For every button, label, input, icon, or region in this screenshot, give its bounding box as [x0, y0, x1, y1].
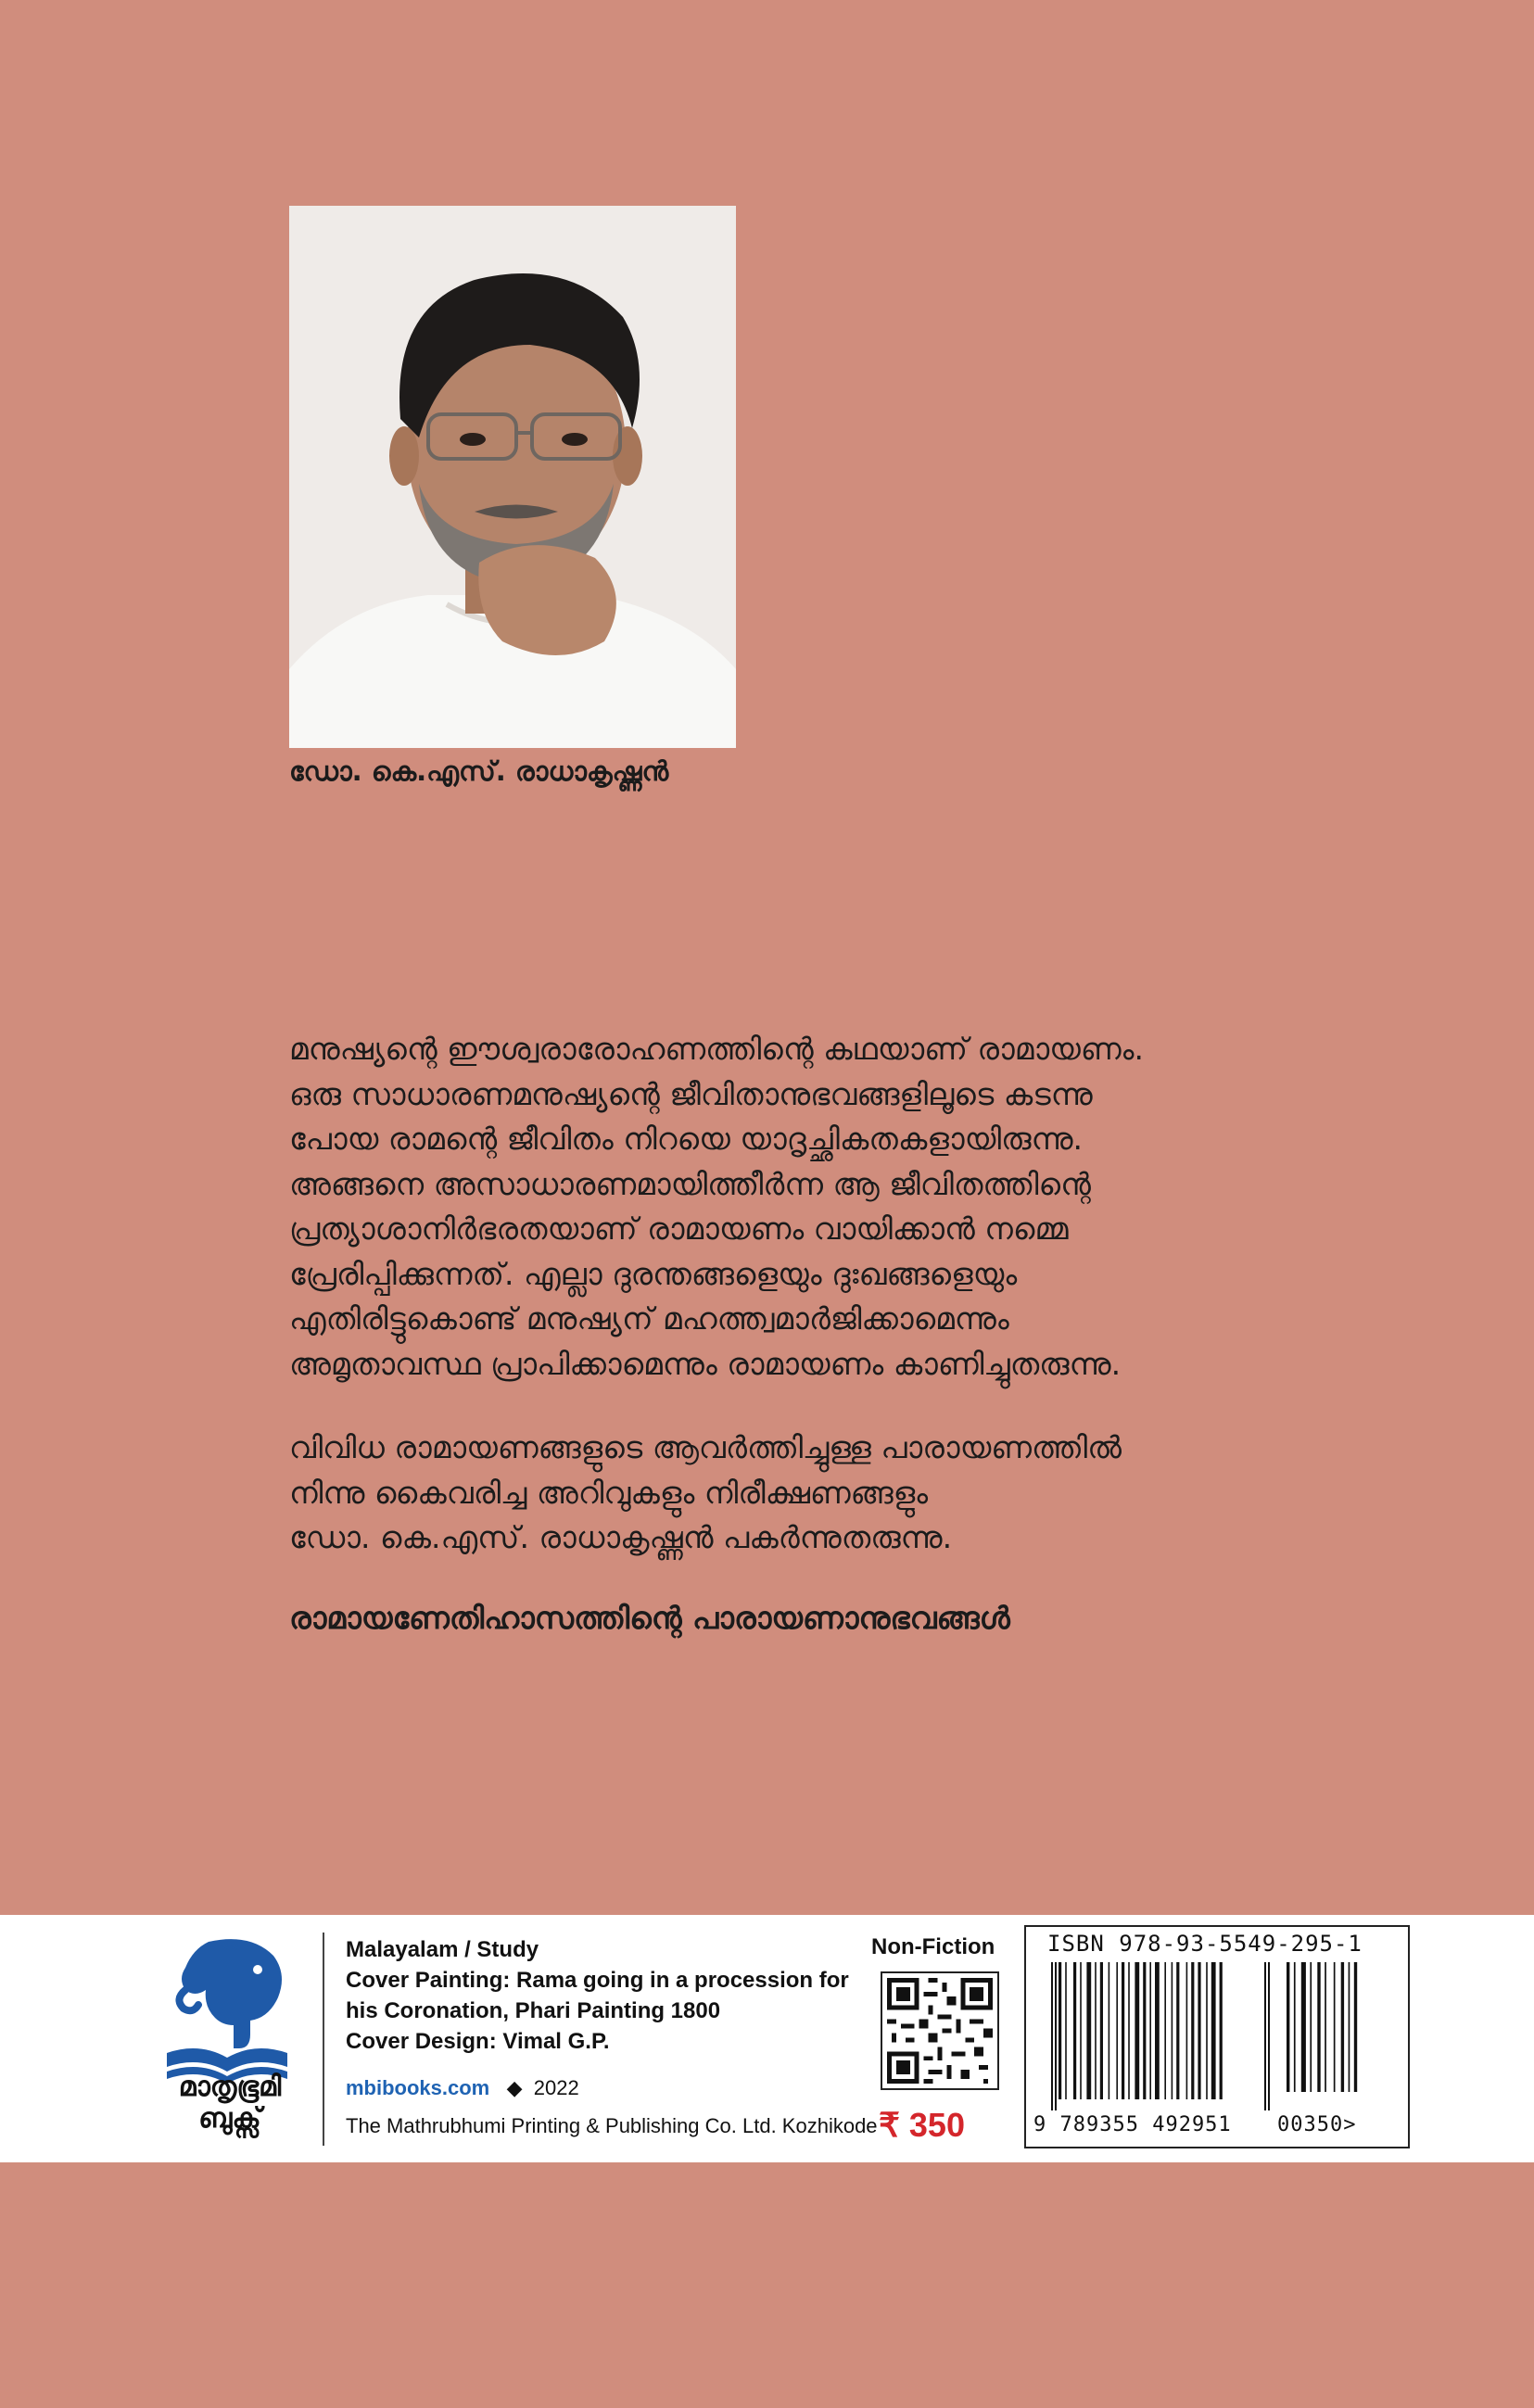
blurb-line: ഒരു സാധാരണമനുഷ്യന്റെ ജീവിതാനുഭവങ്ങളിലൂടെ കടന്നു	[289, 1075, 1093, 1112]
blurb-tagline: രാമായണേതിഹാസത്തിന്റെ പാരായണാനുഭവങ്ങൾ	[289, 1599, 1010, 1636]
imprint: The Mathrubhumi Printing & Publishing Co. Ltd. Kozhikode	[346, 2114, 878, 2137]
blurb-line: പ്രേരിപ്പിക്കുന്നത്. എല്ലാ ദുരന്തങ്ങളെയും ദുഃഖങ്ങളെയും	[289, 1255, 1018, 1292]
blurb-line: എതിരിട്ടുകൊണ്ട് മനുഷ്യന് മഹത്ത്വമാർജിക്കാമെന്നും	[289, 1300, 1009, 1337]
blurb-line: ഡോ. കെ.എസ്. രാധാകൃഷ്ണൻ പകർന്നുതരുന്നു.	[289, 1519, 953, 1555]
blurb-line: പോയ രാമന്റെ ജീവിതം നിറയെ യാദൃച്ഛികതകളായിരുന്നു.	[289, 1121, 1084, 1157]
genre: Malayalam / Study	[346, 1937, 539, 1962]
blurb-paragraph-1	[289, 1027, 1309, 1387]
blurb	[289, 1027, 1309, 1641]
blurb-line: മനുഷ്യന്റെ ഈശ്വരാരോഹണത്തിന്റെ കഥയാണ് രാമായണം.	[289, 1031, 1144, 1067]
website-line	[346, 2076, 579, 2100]
blurb-line: പ്രത്യാശാനിർഭരതയാണ് രാമായണം വായിക്കാൻ നമ്മെ	[289, 1210, 1069, 1247]
publisher-logo-text	[165, 2072, 295, 2135]
qr-code-icon[interactable]	[881, 1971, 999, 2090]
price: ₹ 350	[879, 2106, 965, 2144]
diamond-icon: ◆	[506, 2076, 523, 2099]
website-link[interactable]: mbibooks.com	[346, 2076, 490, 2099]
blurb-paragraph-2	[289, 1426, 1309, 1561]
author-caption: ഡോ. കെ.എസ്. രാധാകൃഷ്ണൻ	[289, 755, 669, 787]
author-photo	[289, 206, 736, 748]
barcode-digits: 9 789355 492951	[1033, 2113, 1232, 2136]
barcode-icon	[1046, 1962, 1398, 2110]
year: 2022	[533, 2076, 579, 2099]
divider	[323, 1933, 324, 2146]
logo-text-line-1: മാതൃഭൂമി	[178, 2071, 282, 2103]
blurb-line: അങ്ങനെ അസാധാരണമായിത്തീർന്ന ആ ജീവിതത്തിന്റെ	[289, 1165, 1091, 1202]
blurb-line: വിവിധ രാമായണങ്ങളുടെ ആവർത്തിച്ചുള്ള പാരായണത്തിൽ	[289, 1429, 1122, 1465]
category-label: Non-Fiction	[871, 1934, 995, 1959]
cover-design: Cover Design: Vimal G.P.	[346, 2029, 610, 2054]
logo-text-line-2: ബുക്സ്	[198, 2102, 261, 2135]
barcode-addon-digits: 00350>	[1277, 2113, 1357, 2136]
cover-painting-line-1: Cover Painting: Rama going in a procession for	[346, 1968, 849, 1993]
book-info	[346, 1934, 849, 2057]
blurb-line: അമൃതാവസ്ഥ പ്രാപിക്കാമെന്നും രാമായണം കാണിച്ചുതരുന്നു.	[289, 1345, 1122, 1382]
blurb-line: നിന്നു കൈവരിച്ച അറിവുകളും നിരീക്ഷണങ്ങളും	[289, 1474, 929, 1511]
cover-painting-line-2: his Coronation, Phari Painting 1800	[346, 1998, 721, 2023]
isbn-label: ISBN 978-93-5549-295-1	[1047, 1931, 1363, 1957]
